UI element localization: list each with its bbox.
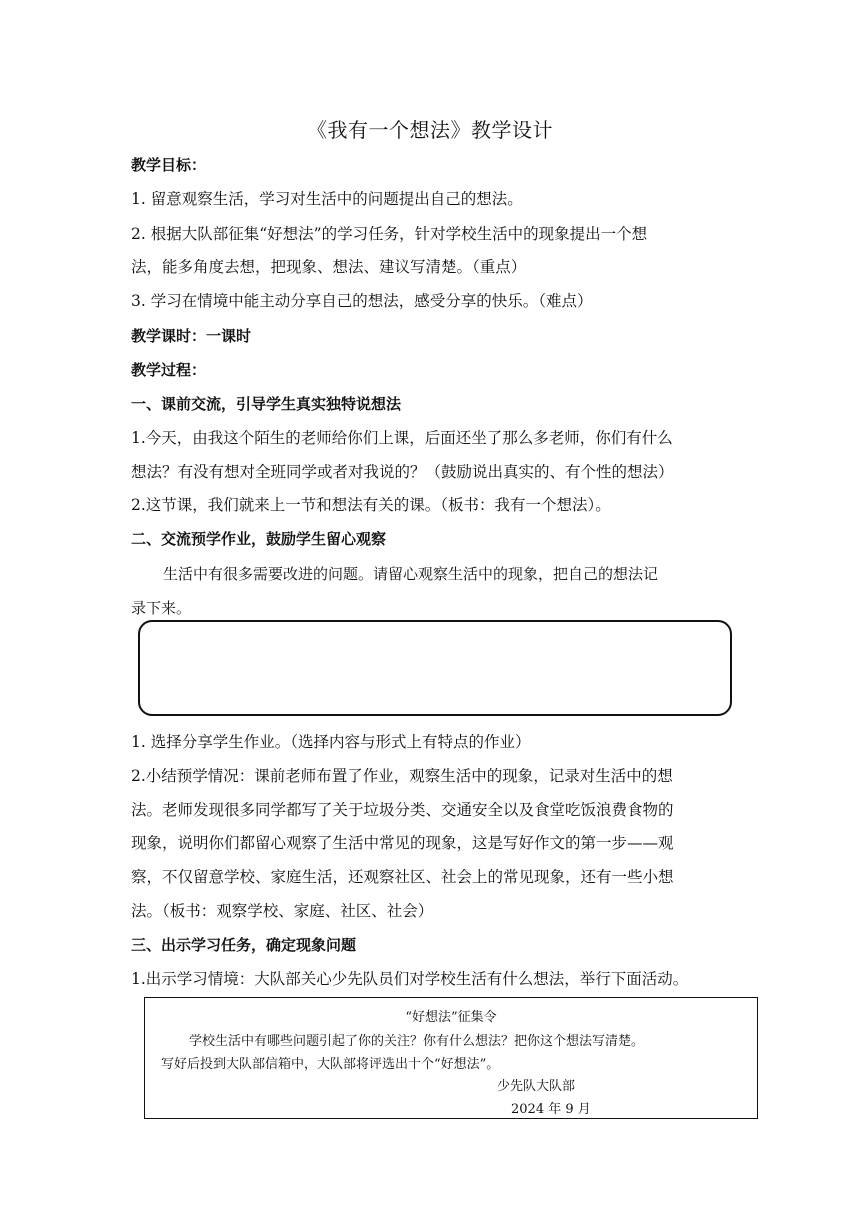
notice-signature: 少先队大队部 [497, 1079, 576, 1094]
section-2-item-2-line-2: 法。老师发现很多同学都写了关于垃圾分类、交通安全以及食堂吃饭浪费食物的 [131, 801, 674, 819]
section-1-item-1-line-1: 1.今天，由我这个陌生的老师给你们上课，后面还坐了那么多老师，你们有什么 [131, 429, 673, 447]
section-2-item-1: 1. 选择分享学生作业。（选择内容与形式上有特点的作业） [131, 733, 531, 751]
page-title: 《我有一个想法》教学设计 [307, 118, 553, 142]
section-2-item-2-line-1: 2.小结预学情况：课前老师布置了作业，观察生活中的现象，记录对生活中的想 [131, 767, 673, 785]
section-2-item-2-line-4: 察，不仅留意学校、家庭生活，还观察社区、社会上的常见现象，还有一些小想 [131, 868, 674, 886]
notice-box [144, 997, 758, 1119]
section-2-heading: 二、交流预学作业，鼓励学生留心观察 [131, 530, 387, 548]
section-3-item-1: 1.出示学习情境：大队部关心少先队员们对学校生活有什么想法，举行下面活动。 [131, 970, 689, 988]
notice-line-2: 写好后投到大队部信箱中，大队部将评选出十个“好想法”。 [161, 1057, 500, 1072]
process-heading: 教学过程： [131, 361, 207, 379]
homework-prompt-line-2: 录下来。 [131, 599, 192, 617]
section-1-heading: 一、课前交流，引导学生真实独特说想法 [131, 395, 402, 413]
objectives-heading: 教学目标： [131, 156, 207, 174]
class-hours: 教学课时：一课时 [131, 327, 252, 345]
section-2-item-2-line-3: 现象，说明你们都留心观察了生活中常见的现象，这是写好作文的第一步——观 [131, 834, 674, 852]
objective-2-line-2: 法，能多角度去想，把现象、想法、建议写清楚。（重点） [131, 258, 527, 276]
section-2-item-2-line-5: 法。（板书：观察学校、家庭、社区、社会） [131, 902, 434, 920]
objective-2-line-1: 2. 根据大队部征集“好想法”的学习任务，针对学校生活中的现象提出一个想 [131, 225, 648, 243]
notice-date: 2024 年 9 月 [511, 1102, 591, 1117]
section-1-item-2: 2.这节课，我们就来上一节和想法有关的课。（板书：我有一个想法）。 [131, 496, 611, 514]
answer-box [138, 620, 732, 716]
notice-title: “好想法”征集令 [405, 1010, 497, 1025]
objective-1: 1. 留意观察生活，学习对生活中的问题提出自己的想法。 [131, 190, 523, 208]
section-3-heading: 三、出示学习任务，确定现象问题 [131, 936, 357, 954]
section-1-item-1-line-2: 想法？有没有想对全班同学或者对我说的？（鼓励说出真实的、有个性的想法） [131, 463, 674, 481]
objective-3: 3. 学习在情境中能主动分享自己的想法，感受分享的快乐。（难点） [131, 292, 593, 310]
homework-prompt-line-1: 生活中有很多需要改进的问题。请留心观察生活中的现象，把自己的想法记 [163, 565, 659, 583]
notice-line-1: 学校生活中有哪些问题引起了你的关注？你有什么想法？把你这个想法写清楚。 [189, 1034, 645, 1049]
